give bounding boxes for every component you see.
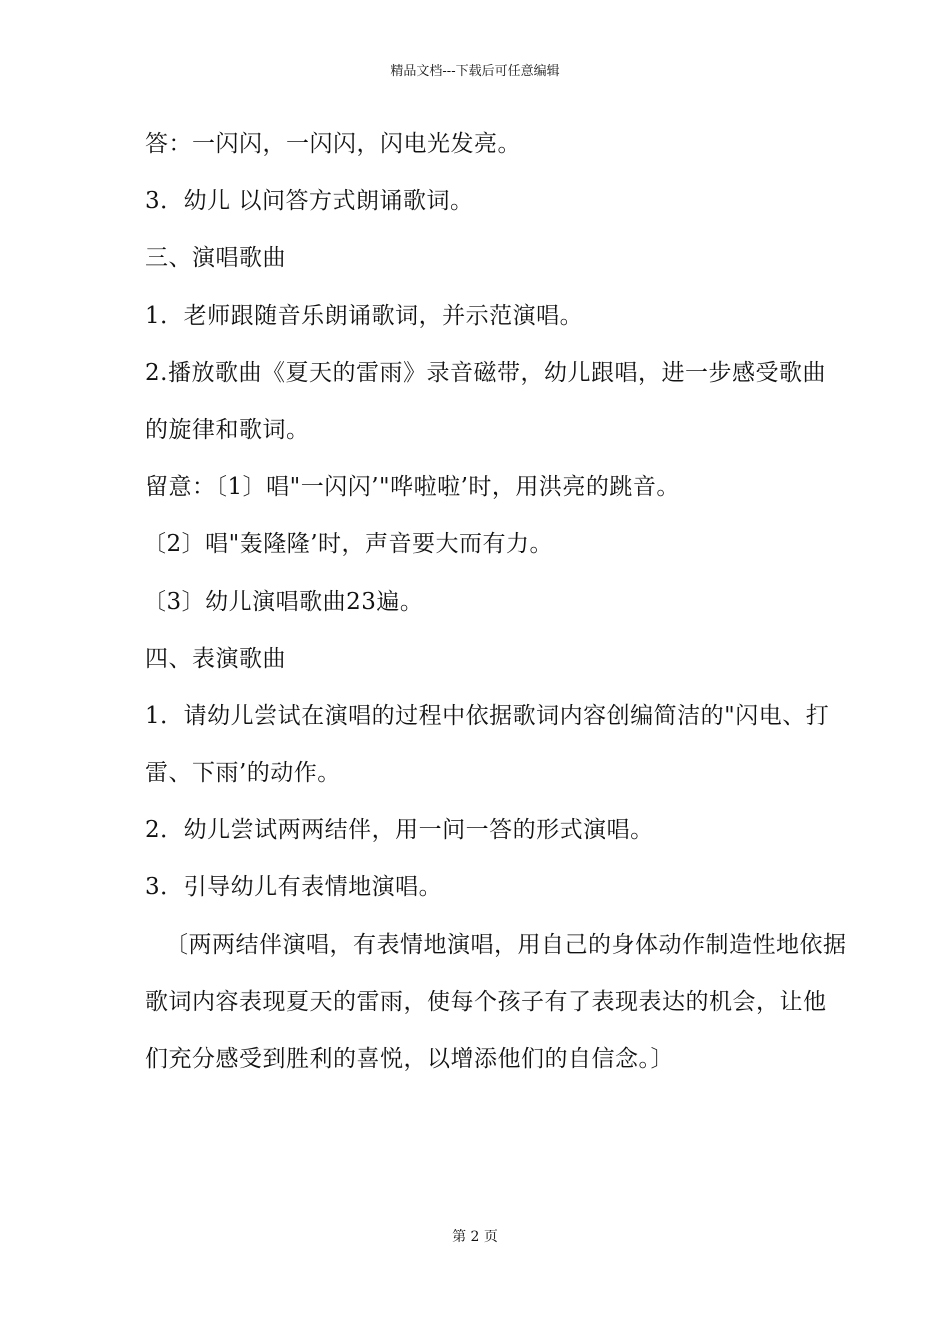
- perform-step-3: 3．引导幼儿有表情地演唱。: [145, 874, 443, 901]
- summary-paragraph-line-1: 〔两两结伴演唱，有表情地演唱，用自己的身体动作制造性地依据: [165, 931, 847, 958]
- summary-paragraph-line-3: 们充分感受到胜利的喜悦，以增添他们的自信念。〕: [145, 1046, 674, 1072]
- answer-line: 答：一闪闪，一闪闪，闪电光发亮。: [145, 131, 521, 157]
- note-line: 留意：〔1〕唱"一闪闪’"哗啦啦’时，用洪亮的跳音。: [145, 474, 680, 501]
- section-heading-sing: 三、演唱歌曲: [145, 245, 286, 272]
- summary-paragraph-line-2: 歌词内容表现夏天的雷雨，使每个孩子有了表现表达的机会，让他: [145, 988, 827, 1015]
- perform-step-2: 2．幼儿尝试两两结伴，用一问一答的形式演唱。: [145, 817, 654, 844]
- note-item-2: 〔2〕唱"轰隆隆’时，声音要大而有力。: [143, 531, 554, 558]
- step-2-play-song: 2.播放歌曲《夏天的雷雨》录音磁带，幼儿跟唱，进一步感受歌曲: [145, 359, 826, 386]
- section-heading-perform: 四、表演歌曲: [145, 645, 286, 672]
- note-item-3: 〔3〕幼儿演唱歌曲23遍。: [143, 588, 424, 615]
- step-3-recite: 3．幼儿 以问答方式朗诵歌词。: [145, 188, 474, 215]
- perform-step-1-cont: 雷、下雨’的动作。: [145, 760, 341, 787]
- step-2-play-song-cont: 的旋律和歌词。: [145, 416, 310, 443]
- page-header: 精品文档---下载后可任意编辑: [390, 64, 560, 79]
- step-1-teacher-demo: 1．老师跟随音乐朗诵歌词，并示范演唱。: [145, 302, 584, 329]
- document-body: [143, 130, 847, 1102]
- page-number: 第 2 页: [452, 1229, 498, 1245]
- perform-step-1: 1．请幼儿尝试在演唱的过程中依据歌词内容创编简洁的"闪电、打: [145, 702, 830, 729]
